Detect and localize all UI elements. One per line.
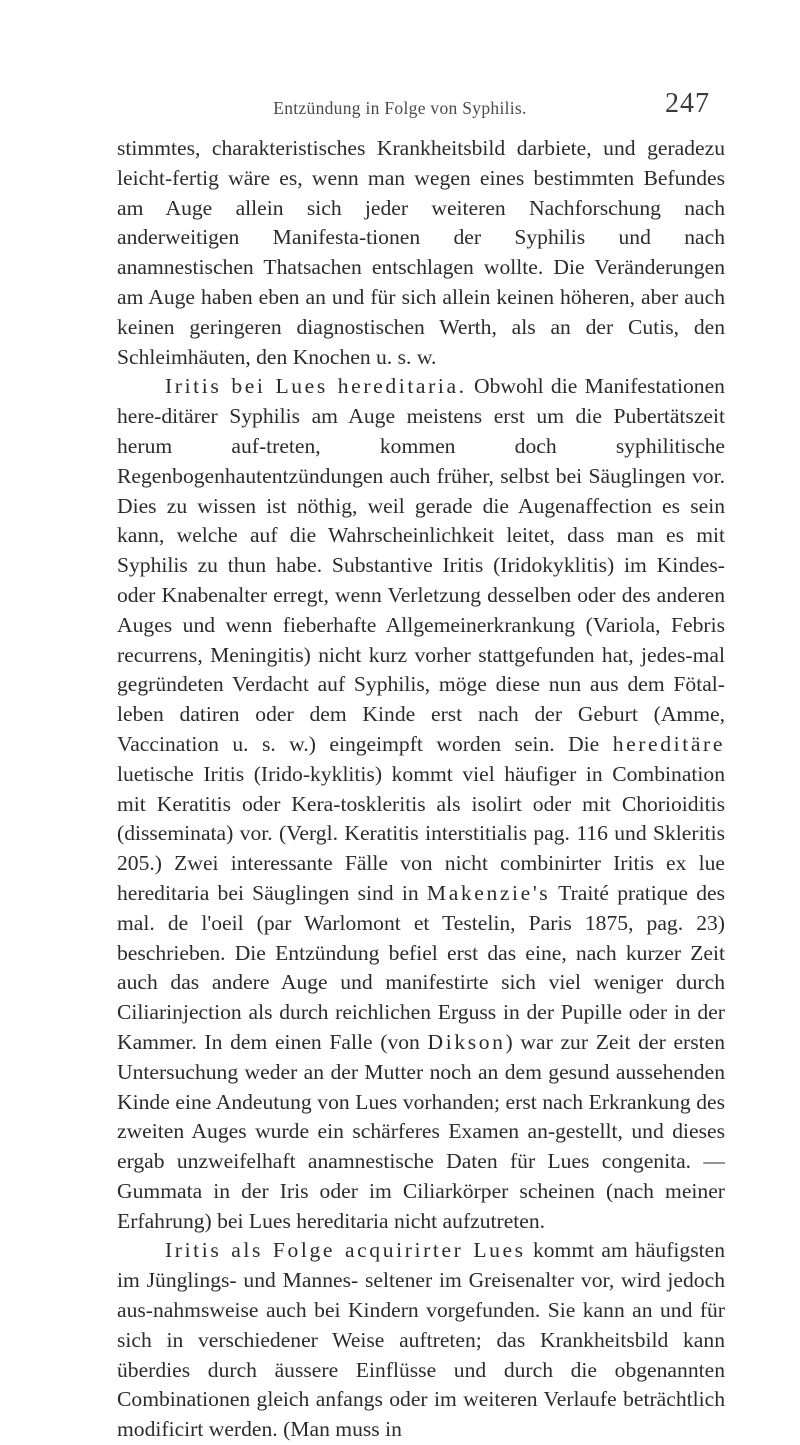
paragraph (117, 372, 725, 1236)
running-head (0, 88, 800, 128)
page-number: 247 (665, 88, 710, 119)
paragraph (117, 134, 725, 372)
running-title: Entzündung in Folge von Syphilis. (273, 98, 527, 118)
text-run: stimmtes, charakteristisches Krankheitsbild darbiete, und geradezu leicht-fertig wäre es, wenn man wegen eines bestimmten Befundes am Auge allein sich jeder weiteren Nachforschung nach anderweitigen Manifesta-tionen der Syphilis und nach anamnestischen Thatsachen entschlagen wollte. Die Veränderungen am Auge haben eben an und für sich allein keinen höheren, aber auch keinen geringeren diagnostischen Werth, als an der Cutis, den Schleimhäuten, den Knochen u. s. w. (117, 136, 725, 369)
text-run: luetische Iritis (Irido-kyklitis) kommt viel häufiger in Combination mit Keratitis oder Kera-toskleritis als isolirt oder mit Chorioiditis (disseminata) vor. (Vergl. Keratitis interstitialis pag. 116 und Skleritis 205.) Zwei interessante Fälle von nicht combinirter Iritis ex lue hereditaria bei Säuglingen sind in (117, 761, 725, 905)
author-name: Makenzie's (426, 880, 551, 905)
body-text (117, 134, 725, 1445)
text-run: Traité pratique des mal. de l'oeil (par Warlomont et Testelin, Paris 1875, pag. 23) beschrieben. Die Entzündung befiel erst das eine, nach kurzer Zeit auch das andere Auge und manifestirte sich viel weniger durch Ciliarinjection als durch reichlichen Erguss in der Pupille oder in der Kammer. In dem einen Falle (von (117, 880, 725, 1054)
section-heading: Iritis bei Lues hereditaria. (165, 374, 467, 399)
text-run: ) war zur Zeit der ersten Untersuchung weder an der Mutter noch an dem gesund aussehenden Kinde eine Andeutung von Lues vorhanden; erst nach Erkrankung des zweiten Auges wurde ein schärferes Examen an-gestellt, und dieses ergab unzweifelhaft anamnestische Daten für Lues congenita. — Gummata in der Iris oder im Ciliarkörper scheinen (nach meiner Erfahrung) bei Lues hereditaria nicht aufzutreten. (117, 1029, 725, 1233)
emphasis-term: hereditäre (612, 731, 725, 756)
paragraph (117, 1236, 725, 1445)
text-run: Obwohl die Manifestationen here-ditärer Syphilis am Auge meistens erst um die Pubertätszeit herum auf-treten, kommen doch syphilitische Regenbogenhautentzündungen auch früher, selbst bei Säuglingen vor. Dies zu wissen ist nöthig, weil gerade die Augenaffection es sein kann, welche auf die Wahrscheinlichkeit leitet, dass man es mit Syphilis zu thun habe. Substantive Iritis (Iridokyklitis) im Kindes- oder Knabenalter erregt, wenn Verletzung desselben oder des anderen Auges und wenn fieberhafte Allgemeinerkrankung (Variola, Febris recurrens, Meningitis) nicht kurz vorher stattgefunden hat, jedes-mal gegründeten Verdacht auf Syphilis, möge diese nun aus dem Fötal-leben datiren oder dem Kinde erst nach der Geburt (Amme, Vaccination u. s. w.) eingeimpft worden sein. Die (117, 374, 725, 756)
section-heading: Iritis als Folge acquirirter Lues (165, 1238, 526, 1263)
author-name: Dikson (427, 1029, 506, 1054)
text-run: kommt am häufigsten im Jünglings- und Mannes- seltener im Greisenalter vor, wird jedoch aus-nahmsweise auch bei Kindern vorgefunden. Sie kann an und für sich in verschiedener Weise auftreten; das Krankheitsbild kann überdies durch äussere Einflüsse und durch die obgenannten Combinationen gleich anfangs oder im weiteren Verlaufe beträchtlich modificirt werden. (Man muss in (117, 1238, 725, 1442)
